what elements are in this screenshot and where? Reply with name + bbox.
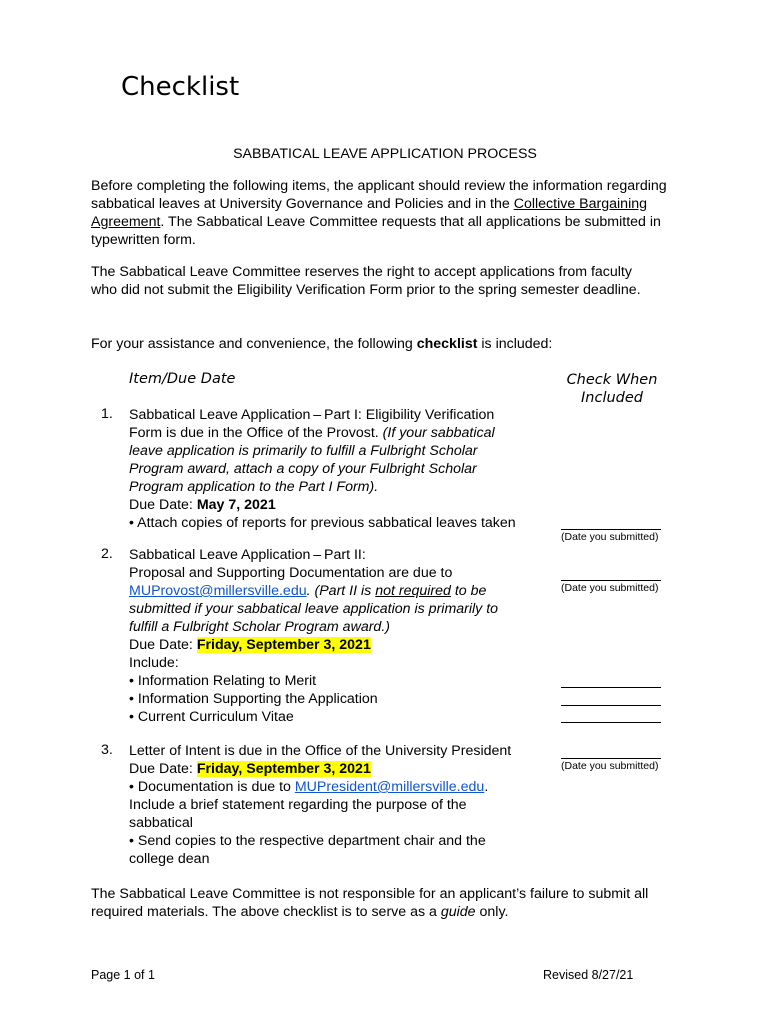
reserve-paragraph: The Sabbatical Leave Committee reserves the right to accept applications from faculty who did not submit the Eligibility Verification Form prior to the spring semester deadline.: [91, 264, 641, 298]
closing-paragraph: The Sabbatical Leave Committee is not responsible for an applicant’s failure to submit all required materials. The above checklist is to serve as a guide only.: [91, 886, 649, 920]
checklist-item-2: Sabbatical Leave Application – Part II: Proposal and Supporting Documentation are due to MUProvost@millersville.edu. (Part II is not required to be submitted if your sabbatical leave application is primarily to fulfill a Fulbright Scholar Program award.) Due Date: Friday, September 3, 2021 Include: • Information Relating to Merit • Information Supporting the Application • Current Curriculum Vitae: [129, 547, 499, 725]
item-number: 2.: [101, 546, 113, 562]
section-heading: SABBATICAL LEAVE APPLICATION PROCESS: [233, 146, 537, 162]
due-date: Due Date: Friday, September 3, 2021: [129, 761, 371, 777]
intro-paragraph: Before completing the following items, the applicant should review the information regarding sabbatical leaves at University Governance and Policies and in the Collective Bargaining Agreement. The Sabbatical Leave Committee requests that all applications be submitted in typewritten form.: [91, 178, 667, 248]
cba-reference: Collective Bargaining Agreement: [91, 196, 647, 230]
assist-paragraph: For your assistance and convenience, the following checklist is included:: [91, 336, 553, 352]
president-email-link[interactable]: MUPresident@millersville.edu: [294, 779, 485, 795]
date-submitted-label: (Date you submitted): [561, 760, 659, 772]
date-submitted-label: (Date you submitted): [561, 531, 659, 543]
cv-check-line[interactable]: [561, 722, 661, 723]
due-date: Due Date: Friday, September 3, 2021: [129, 637, 371, 653]
document-title: Checklist: [121, 72, 240, 102]
date-submitted-line[interactable]: [561, 580, 661, 581]
date-submitted-line[interactable]: [561, 529, 661, 530]
item-number: 3.: [101, 742, 113, 758]
item-number: 1.: [101, 406, 113, 422]
column-header-check: Check When Included: [566, 372, 658, 406]
due-date: Due Date: May 7, 2021: [129, 497, 276, 513]
merit-check-line[interactable]: [561, 687, 661, 688]
page-number: Page 1 of 1: [91, 968, 155, 982]
checklist-item-1: Sabbatical Leave Application – Part I: Eligibility Verification Form is due in the Office of the Provost. (If your sabbatical leave application is primarily to fulfill a Fulbright Scholar Program award, attach a copy of your Fulbright Scholar Program application to the Part I Form). Due Date: May 7, 2021 • Attach copies of reports for previous sabbatical leaves taken: [129, 407, 516, 531]
application-check-line[interactable]: [561, 705, 661, 706]
column-header-item: Item/Due Date: [129, 371, 236, 387]
checklist-item-3: Letter of Intent is due in the Office of the University President Due Date: Friday, September 3, 2021 • Documentation is due to MUPresident@millersville.edu. Include a brief statement regarding the purpose of the sabbatical • Send copies to the respective department chair and the college dean: [129, 743, 512, 867]
date-submitted-label: (Date you submitted): [561, 582, 659, 594]
revision-date: Revised 8/27/21: [543, 968, 634, 982]
date-submitted-line[interactable]: [561, 758, 661, 759]
provost-email-link[interactable]: MUProvost@millersville.edu: [129, 583, 307, 599]
